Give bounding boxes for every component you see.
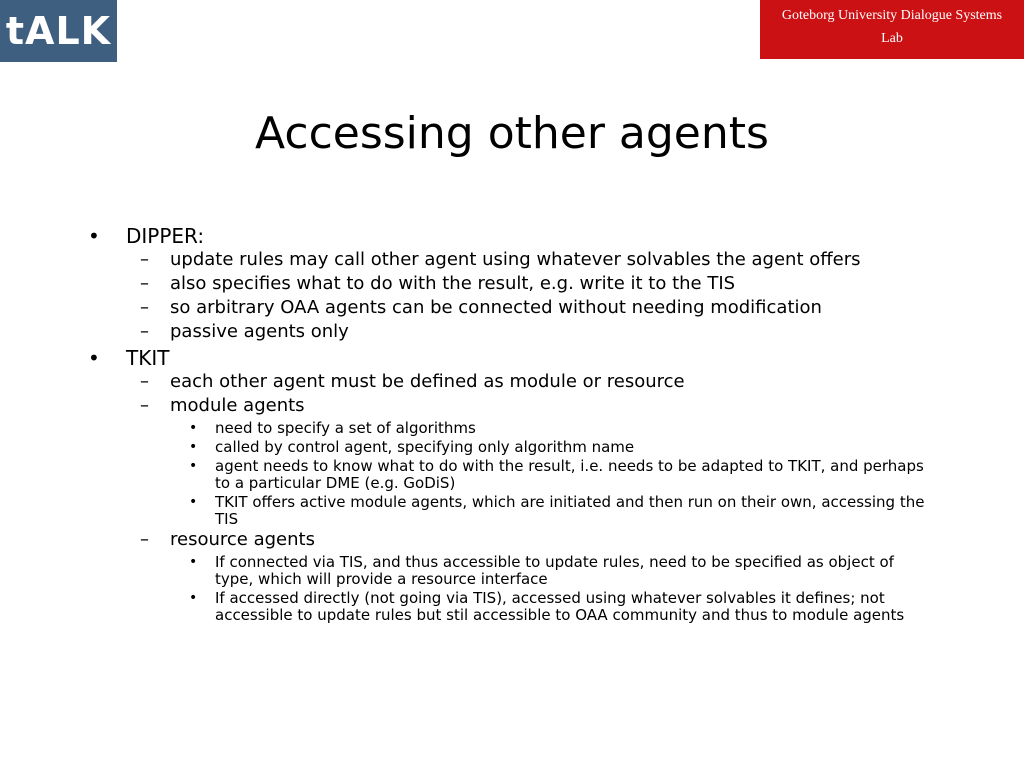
bullet-dot: • — [189, 554, 198, 570]
list-item — [0, 320, 1024, 344]
bullet-dash: – — [140, 273, 149, 294]
list-item — [0, 439, 1024, 456]
item-text: each other agent must be defined as module or resource — [170, 371, 685, 392]
list-item — [0, 420, 1024, 437]
bullet-dot: • — [88, 346, 100, 370]
slide-title: Accessing other agents — [255, 108, 769, 159]
item-text: called by control agent, specifying only algorithm name — [215, 438, 635, 456]
lab-name-line1: Goteborg University Dialogue Systems — [781, 8, 1003, 23]
lab-name-line2: Lab — [881, 31, 903, 46]
item-text: If connected via TIS, and thus accessible to update rules, need to be specified as object of type, which will provide a resource interface — [215, 553, 894, 588]
logo-text: tALK — [5, 9, 112, 53]
talk-logo — [0, 0, 117, 62]
bullet-dot: • — [189, 494, 198, 510]
item-text: so arbitrary OAA agents can be connected without needing modification — [170, 297, 822, 318]
item-text: resource agents — [170, 529, 315, 550]
list-item — [0, 224, 1024, 248]
list-item — [0, 346, 1024, 370]
bullet-dot: • — [189, 439, 198, 455]
list-item — [0, 370, 1024, 394]
list-item — [0, 296, 1024, 320]
item-text: also specifies what to do with the result, e.g. write it to the TIS — [170, 273, 736, 294]
list-item — [0, 394, 1024, 418]
lab-banner — [760, 0, 1024, 59]
list-item — [0, 590, 1024, 624]
bullet-list — [0, 224, 1024, 624]
list-item — [0, 248, 1024, 272]
item-text: agent needs to know what to do with the result, i.e. needs to be adapted to TKIT, and perhaps to a particular DME (e.g. GoDiS) — [215, 457, 924, 492]
list-item — [0, 554, 1024, 588]
bullet-dot: • — [189, 458, 198, 474]
bullet-dot: • — [88, 224, 100, 248]
item-text: update rules may call other agent using whatever solvables the agent offers — [170, 249, 861, 270]
bullet-dot: • — [189, 590, 198, 606]
item-text: passive agents only — [170, 321, 349, 342]
list-item — [0, 272, 1024, 296]
bullet-dash: – — [140, 249, 149, 270]
item-text: TKIT — [126, 346, 170, 370]
bullet-dash: – — [140, 321, 149, 342]
list-item — [0, 528, 1024, 552]
bullet-dash: – — [140, 297, 149, 318]
bullet-dash: – — [140, 371, 149, 392]
bullet-dot: • — [189, 420, 198, 436]
item-text: module agents — [170, 395, 305, 416]
item-text: TKIT offers active module agents, which are initiated and then run on their own, accessing the TIS — [215, 493, 925, 528]
list-item — [0, 458, 1024, 492]
bullet-dash: – — [140, 395, 149, 416]
item-text: DIPPER: — [126, 224, 205, 248]
list-item — [0, 494, 1024, 528]
bullet-dash: – — [140, 529, 149, 550]
item-text: need to specify a set of algorithms — [215, 419, 476, 437]
item-text: If accessed directly (not going via TIS), accessed using whatever solvables it defines; not accessible to update rules but stil accessible to OAA community and thus to module agents — [215, 589, 905, 624]
